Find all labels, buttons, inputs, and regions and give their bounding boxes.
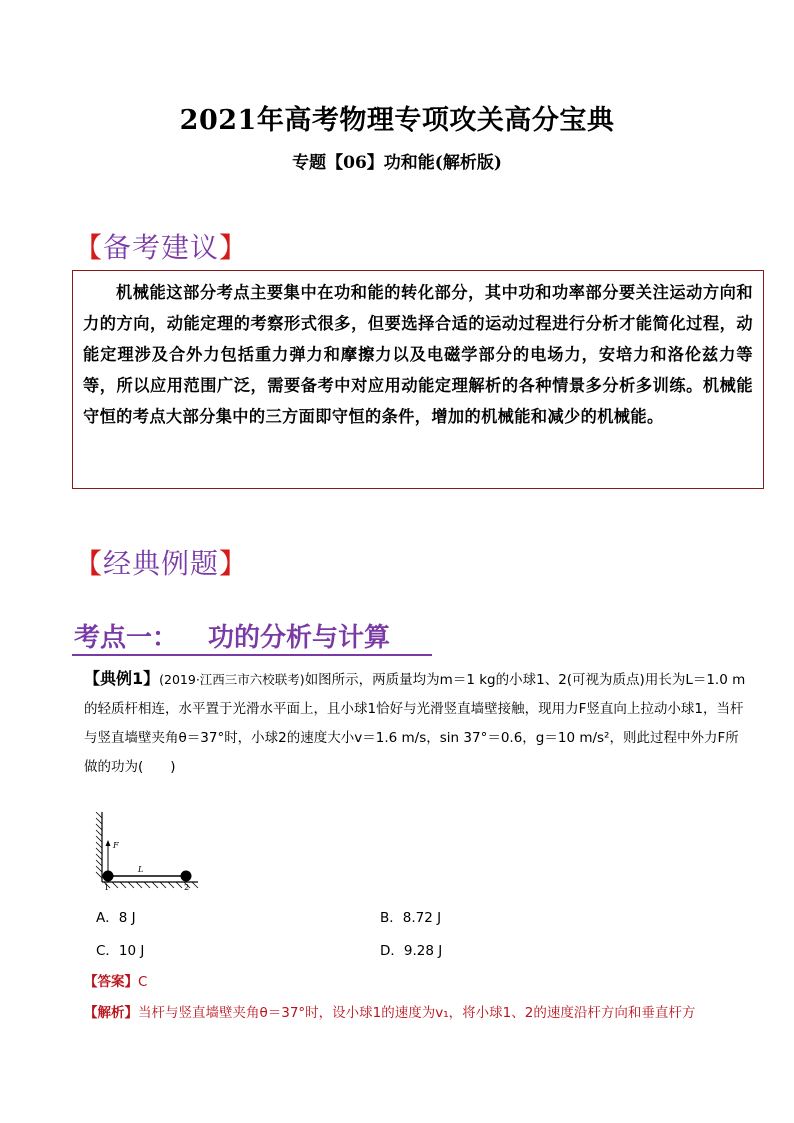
answer-line xyxy=(84,970,147,990)
heading-bracket-close: 】 xyxy=(219,231,249,264)
ball-2-label: 2 xyxy=(184,883,190,890)
analysis-text: 当杆与竖直墙壁夹角θ＝37°时，设小球1的速度为v₁，将小球1、2的速度沿杆方向和垂直杆方 xyxy=(138,1005,696,1021)
option-a: A．8 J xyxy=(96,910,136,926)
force-arrowhead xyxy=(106,840,111,846)
document-title: 2021年高考物理专项攻关高分宝典 xyxy=(179,105,615,136)
rod-wall-diagram xyxy=(92,812,212,890)
option-d: D．9.28 J xyxy=(380,943,443,959)
ball-1 xyxy=(103,871,114,882)
ball-1-label: 1 xyxy=(104,883,110,890)
document-subtitle: 专题【06】功和能(解析版) xyxy=(292,153,502,173)
heading-text: 备考建议 xyxy=(103,231,220,264)
example-question xyxy=(84,664,752,782)
wall-hatching xyxy=(96,812,102,878)
advice-box xyxy=(72,270,764,489)
kaodian-heading xyxy=(74,617,390,654)
analysis-line xyxy=(84,1001,764,1021)
ball-2 xyxy=(181,871,192,882)
kaodian-label: 考点一： xyxy=(74,623,179,653)
section-heading-advice xyxy=(74,226,248,266)
option-c: C．10 J xyxy=(96,943,145,959)
physics-figure xyxy=(92,812,212,894)
analysis-label: 【解析】 xyxy=(84,1005,138,1021)
kaodian-topic: 功的分析与计算 xyxy=(208,623,391,653)
section-heading-examples xyxy=(74,542,248,582)
example-text: 如图所示，两质量均为m＝1 kg的小球1、2(可视为质点)用长为L＝1.0 m的轻质杆相连，水平置于光滑水平面上，且小球1恰好与光滑竖直墙壁接触，现用力F竖直向上拉动小球1，当杆与竖直墙壁夹角θ＝37°时，小球2的速度大小v＝1.6 m/s，sin 37°＝0.6，g＝10 m/s²，则此过程中外力F所做的功为( ) xyxy=(84,672,746,775)
advice-text: 机械能这部分考点主要集中在功和能的转化部分，其中功和功率部分要关注运动方向和力的方向，动能定理的考察形式很多，但要选择合适的运动过程进行分析才能简化过程，动能定理涉及合外力包括重力弹力和摩擦力以及电磁学部分的电场力，安培力和洛伦兹力等等，所以应用范围广泛，需要备考中对应用动能定理解析的各种情景多分析多训练。机械能守恒的考点大部分集中的三方面即守恒的条件，增加的机械能和减少的机械能。 xyxy=(83,283,753,426)
answer-label: 【答案】 xyxy=(84,974,138,990)
heading-text: 经典例题 xyxy=(103,547,220,580)
rod-label: L xyxy=(138,865,144,874)
kaodian-underline xyxy=(72,654,432,656)
force-label: F xyxy=(113,841,119,850)
answer-value: C xyxy=(138,974,148,990)
example-label: 【典例1】 xyxy=(84,669,160,688)
option-b: B．8.72 J xyxy=(380,910,442,926)
heading-bracket-close: 】 xyxy=(219,547,249,580)
example-source: (2019·江西三市六校联考) xyxy=(159,672,305,687)
heading-bracket-open: 【 xyxy=(74,231,104,264)
heading-bracket-open: 【 xyxy=(74,547,104,580)
